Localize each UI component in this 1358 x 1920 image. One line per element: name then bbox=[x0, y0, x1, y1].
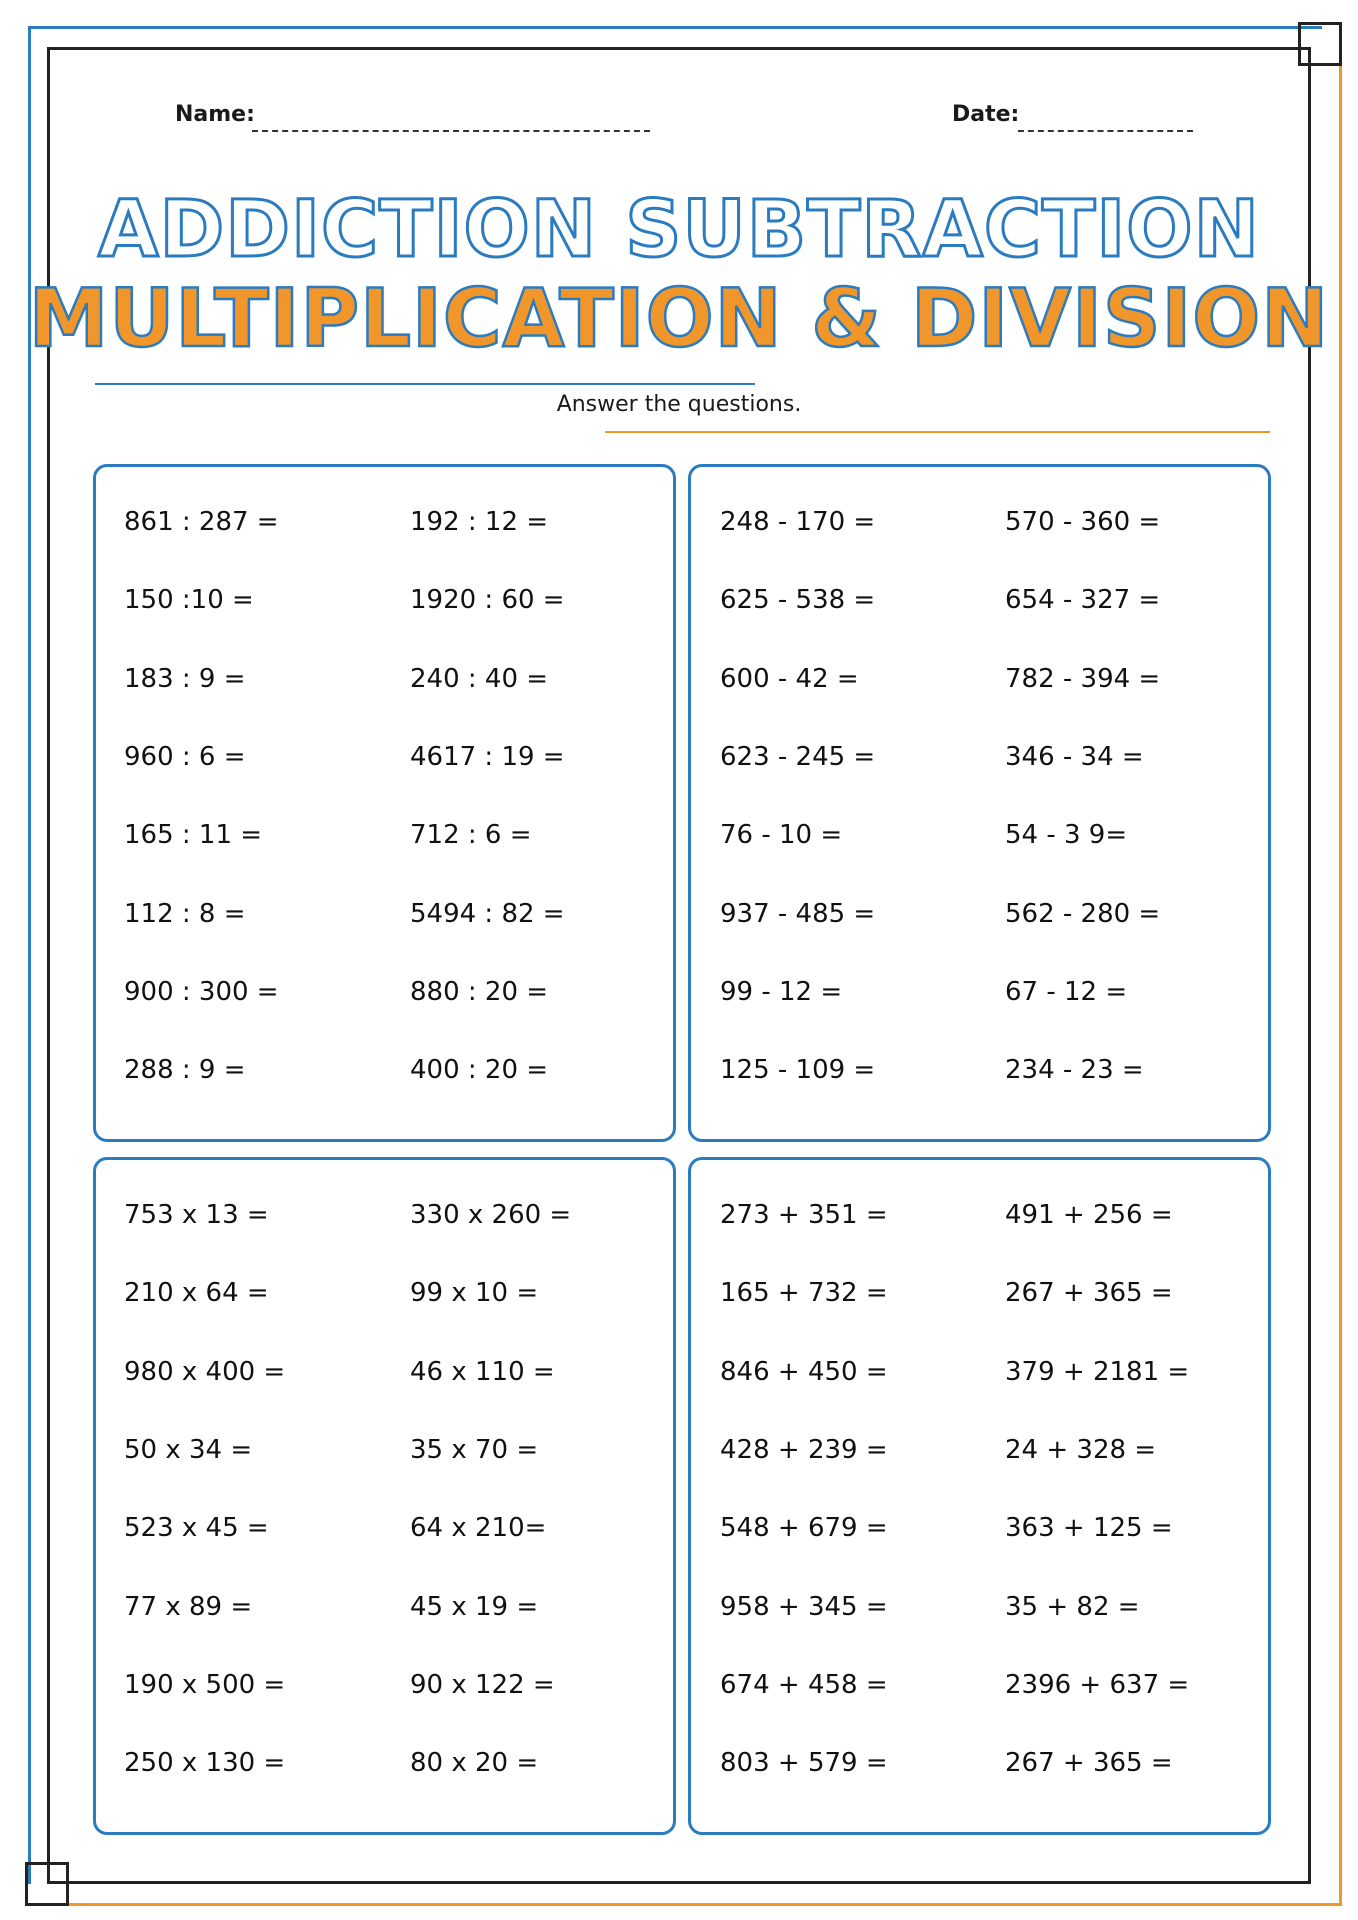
subtraction-problem-right-6: 562 - 280 = bbox=[1005, 899, 1161, 929]
multiplication-problem-left-8: 250 x 130 = bbox=[124, 1748, 286, 1778]
subtraction-problem-left-4: 623 - 245 = bbox=[720, 742, 876, 772]
multiplication-problem-left-3: 980 x 400 = bbox=[124, 1357, 286, 1387]
subtraction-problem-left-3: 600 - 42 = bbox=[720, 664, 859, 694]
subtraction-box bbox=[688, 464, 1271, 1142]
multiplication-problem-left-1: 753 x 13 = bbox=[124, 1200, 269, 1230]
subtraction-problem-right-4: 346 - 34 = bbox=[1005, 742, 1144, 772]
division-problem-right-5: 712 : 6 = bbox=[410, 820, 532, 850]
multiplication-problem-right-6: 45 x 19 = bbox=[410, 1592, 539, 1622]
multiplication-problem-right-3: 46 x 110 = bbox=[410, 1357, 555, 1387]
multiplication-problem-right-2: 99 x 10 = bbox=[410, 1278, 539, 1308]
corner-square-bottom-left bbox=[25, 1862, 69, 1906]
addition-problem-left-2: 165 + 732 = bbox=[720, 1278, 888, 1308]
subtraction-problem-left-5: 76 - 10 = bbox=[720, 820, 843, 850]
division-problem-right-6: 5494 : 82 = bbox=[410, 899, 565, 929]
subtraction-problem-right-8: 234 - 23 = bbox=[1005, 1055, 1144, 1085]
division-problem-right-8: 400 : 20 = bbox=[410, 1055, 549, 1085]
addition-problem-right-7: 2396 + 637 = bbox=[1005, 1670, 1190, 1700]
addition-problem-left-1: 273 + 351 = bbox=[720, 1200, 888, 1230]
addition-problem-right-8: 267 + 365 = bbox=[1005, 1748, 1173, 1778]
subtraction-problem-left-8: 125 - 109 = bbox=[720, 1055, 876, 1085]
addition-problem-right-4: 24 + 328 = bbox=[1005, 1435, 1157, 1465]
subtraction-problem-left-7: 99 - 12 = bbox=[720, 977, 843, 1007]
title-line-1: ADDICTION SUBTRACTION bbox=[98, 185, 1260, 275]
title-line-2: MULTIPLICATION & DIVISION bbox=[28, 272, 1330, 365]
addition-problem-right-3: 379 + 2181 = bbox=[1005, 1357, 1190, 1387]
instructions: Answer the questions. bbox=[556, 392, 802, 417]
division-box bbox=[93, 464, 676, 1142]
multiplication-problem-left-2: 210 x 64 = bbox=[124, 1278, 269, 1308]
corner-square-top-right bbox=[1298, 22, 1342, 66]
division-problem-left-1: 861 : 287 = bbox=[124, 507, 279, 537]
subtraction-problem-right-2: 654 - 327 = bbox=[1005, 585, 1161, 615]
addition-problem-right-5: 363 + 125 = bbox=[1005, 1513, 1173, 1543]
multiplication-problem-right-8: 80 x 20 = bbox=[410, 1748, 539, 1778]
subtraction-problem-right-3: 782 - 394 = bbox=[1005, 664, 1161, 694]
division-problem-left-5: 165 : 11 = bbox=[124, 820, 263, 850]
addition-problem-right-2: 267 + 365 = bbox=[1005, 1278, 1173, 1308]
addition-problem-left-6: 958 + 345 = bbox=[720, 1592, 888, 1622]
subtraction-problem-left-6: 937 - 485 = bbox=[720, 899, 876, 929]
division-problem-left-7: 900 : 300 = bbox=[124, 977, 279, 1007]
multiplication-problem-right-1: 330 x 260 = bbox=[410, 1200, 572, 1230]
multiplication-problem-right-4: 35 x 70 = bbox=[410, 1435, 539, 1465]
divider-orange bbox=[605, 431, 1270, 433]
division-problem-left-3: 183 : 9 = bbox=[124, 664, 246, 694]
subtraction-problem-right-5: 54 - 3 9= bbox=[1005, 820, 1128, 850]
subtraction-problem-left-2: 625 - 538 = bbox=[720, 585, 876, 615]
addition-problem-right-1: 491 + 256 = bbox=[1005, 1200, 1173, 1230]
multiplication-problem-right-5: 64 x 210= bbox=[410, 1513, 547, 1543]
subtraction-problem-left-1: 248 - 170 = bbox=[720, 507, 876, 537]
addition-problem-left-4: 428 + 239 = bbox=[720, 1435, 888, 1465]
date-field[interactable] bbox=[1018, 130, 1193, 132]
division-problem-right-4: 4617 : 19 = bbox=[410, 742, 565, 772]
subtraction-problem-right-1: 570 - 360 = bbox=[1005, 507, 1161, 537]
divider-blue bbox=[95, 383, 755, 385]
division-problem-right-3: 240 : 40 = bbox=[410, 664, 549, 694]
addition-problem-left-5: 548 + 679 = bbox=[720, 1513, 888, 1543]
multiplication-problem-left-6: 77 x 89 = bbox=[124, 1592, 253, 1622]
multiplication-problem-left-5: 523 x 45 = bbox=[124, 1513, 269, 1543]
multiplication-box bbox=[93, 1157, 676, 1835]
division-problem-left-4: 960 : 6 = bbox=[124, 742, 246, 772]
division-problem-left-6: 112 : 8 = bbox=[124, 899, 246, 929]
name-label: Name: bbox=[175, 102, 255, 127]
multiplication-problem-left-7: 190 x 500 = bbox=[124, 1670, 286, 1700]
subtraction-problem-right-7: 67 - 12 = bbox=[1005, 977, 1128, 1007]
multiplication-problem-left-4: 50 x 34 = bbox=[124, 1435, 253, 1465]
addition-problem-left-8: 803 + 579 = bbox=[720, 1748, 888, 1778]
division-problem-left-2: 150 :10 = bbox=[124, 585, 254, 615]
addition-problem-right-6: 35 + 82 = bbox=[1005, 1592, 1140, 1622]
name-field[interactable] bbox=[252, 130, 650, 132]
division-problem-right-2: 1920 : 60 = bbox=[410, 585, 565, 615]
addition-box bbox=[688, 1157, 1271, 1835]
division-problem-right-7: 880 : 20 = bbox=[410, 977, 549, 1007]
date-label: Date: bbox=[952, 102, 1020, 127]
addition-problem-left-7: 674 + 458 = bbox=[720, 1670, 888, 1700]
multiplication-problem-right-7: 90 x 122 = bbox=[410, 1670, 555, 1700]
addition-problem-left-3: 846 + 450 = bbox=[720, 1357, 888, 1387]
division-problem-left-8: 288 : 9 = bbox=[124, 1055, 246, 1085]
division-problem-right-1: 192 : 12 = bbox=[410, 507, 549, 537]
